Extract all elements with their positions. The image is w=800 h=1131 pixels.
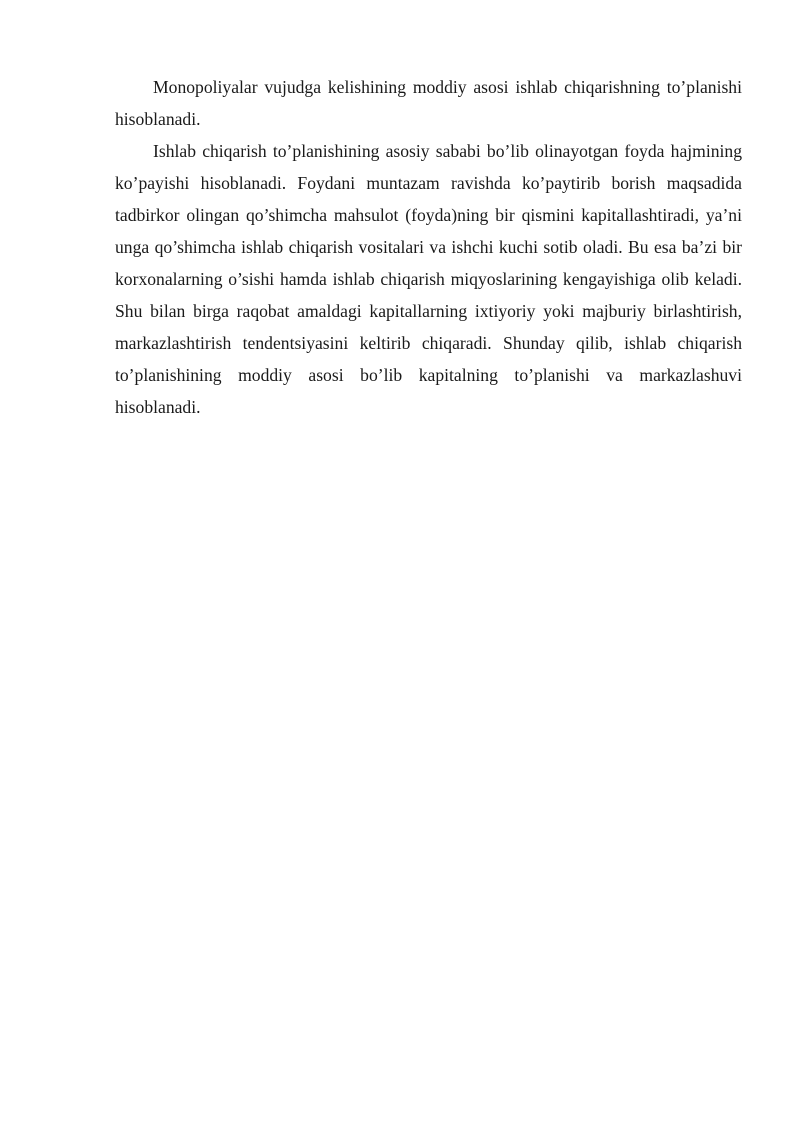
paragraph-2: Ishlab chiqarish to’planishining asosiy sababi bo’lib olinayotgan foyda hajmining ko’payishi hisoblanadi. Foydani muntazam ravishda ko’paytirib borish maqsadida tadbirkor olingan qo’shimcha mahsulot (foyda)ning bir qismini kapitallashtiradi, ya’ni unga qo’shimcha ishlab chiqarish vositalari va ishchi kuchi sotib oladi. Bu esa ba’zi bir korxonalarning o’sishi hamda ishlab chiqarish miqyoslarining kengayishiga olib keladi. Shu bilan birga raqobat amaldagi kapitallarning ixtiyoriy yoki majburiy birlashtirish, markazlashtirish tendentsiyasini keltirib chiqaradi. Shunday qilib, ishlab chiqarish to’planishining moddiy asosi bo’lib kapitalning to’planishi va markazlashuvi hisoblanadi.	[115, 141, 742, 417]
document-body	[115, 71, 742, 423]
paragraph-1: Monopoliyalar vujudga kelishining moddiy asosi ishlab chiqarishning to’planishi hisoblanadi.	[115, 77, 742, 129]
